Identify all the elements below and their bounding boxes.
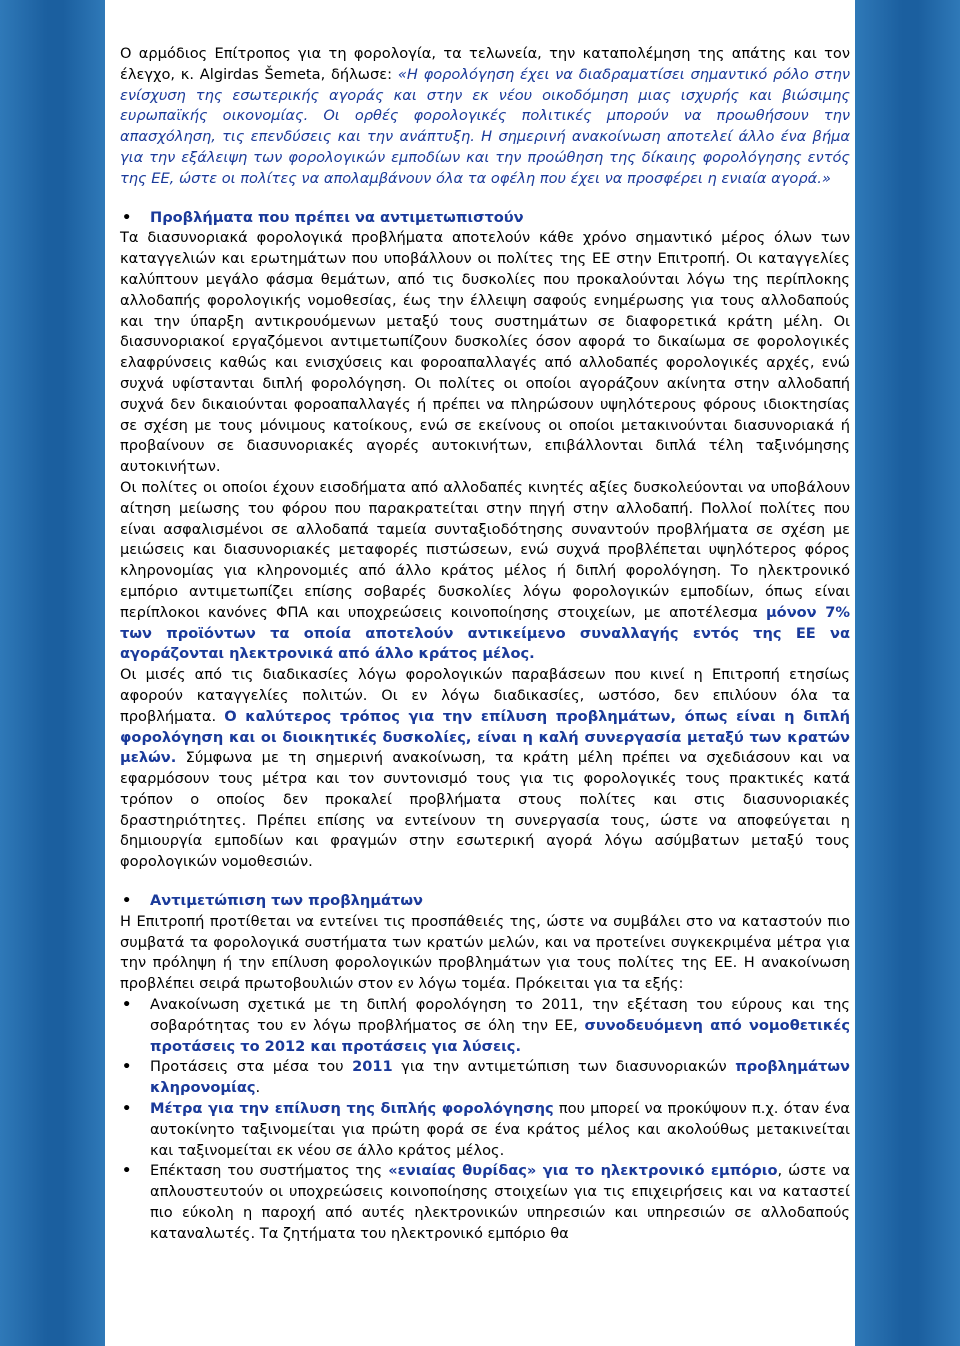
problems-paragraph-3 <box>120 665 850 873</box>
right-decorative-band <box>855 0 960 1346</box>
list-item <box>120 1099 850 1161</box>
list-item-text: , ώστε να απλουστευτούν οι υποχρεώσεις κοινοποίησης στοιχείων για τις επιχειρήσεις και να καταστεί πιο εύκολη η παροχή από αυτές ηλεκτρονικών υπηρεσιών και υπηρεσιών σε αλλοδαπούς καταναλωτές. Τα ζητήματα του ηλεκτρονικό εμπόριο θα <box>150 1162 850 1242</box>
solutions-paragraph: Η Επιτροπή προτίθεται να εντείνει τις προσπάθειές της, ώστε να συμβάλει στο να καταστούν πιο συμβατά τα φορολογικά συστήματα των κρατών μελών, και να προτείνει συγκεκριμένα μέτρα για την πρόληψη ή την επίλυση φορολογικών προβλημάτων για τους πολίτες της ΕΕ. Η ανακοίνωση προβλέπει σειρά πρωτοβουλιών στον εν λόγω τομέα. Πρόκειται για τα εξής: <box>120 912 850 993</box>
bullet-icon: • <box>122 996 132 1014</box>
bullet-icon: • <box>122 1058 132 1076</box>
left-decorative-band <box>0 0 105 1346</box>
list-item-text: που μπορεί να προκύψουν π.χ. όταν ένα αυτοκίνητο ταξινομείται για πρώτη φορά σε ένα κράτος μέλος και ακολούθως μετακινείται και ταξινομείται εκ νέου σε άλλο κράτος μέλος. <box>150 1100 851 1159</box>
section-heading-problems <box>120 208 850 229</box>
bullet-icon: • <box>122 208 132 226</box>
section-heading-solutions <box>120 891 850 912</box>
initiatives-list <box>120 995 850 1245</box>
document-page <box>105 0 855 1346</box>
problems-text: Οι μισές από τις διαδικασίες λόγω φορολογικών παραβάσεων που κινεί η Επιτροπή ετησίως αφορούν καταγγελίες πολιτών. Οι εν λόγω διαδικασίες, ωστόσο, δεν επιλύουν όλα τα προβλήματα. <box>120 666 850 725</box>
list-item-text: . <box>255 1079 261 1097</box>
list-item-highlight: προβλημάτων κληρονομίας <box>150 1058 850 1097</box>
list-item-text: Επέκταση του συστήματος της <box>150 1162 389 1180</box>
problems-paragraph-2 <box>120 478 850 665</box>
bullet-icon: • <box>122 1100 132 1118</box>
list-item-text: Προτάσεις στα μέσα του <box>150 1058 353 1076</box>
list-item-text: για την αντιμετώπιση των διασυνοριακών <box>392 1058 736 1076</box>
bullet-icon: • <box>122 1162 132 1180</box>
commissioner-quote: «Η φορολόγηση έχει να διαδραματίσει σημαντικό ρόλο στην ενίσχυση της εσωτερικής αγοράς και στην εκ νέου οικοδόμηση μιας ισχυρής και βιώσιμης ευρωπαϊκής οικονομίας. Οι ορθές φορολογικές πολιτικές μπορούν να προωθήσουν την απασχόληση, τις επενδύσεις και την ανάπτυξη. Η σημερινή ανακοίνωση αποτελεί άλλο ένα βήμα για την εξάλειψη των φορολογικών εμποδίων και την προώθηση της δίκαιης φορολόγησης εντός της ΕΕ, ώστε οι πολίτες να απολαμβάνουν όλα τα οφέλη που έχει να προσφέρει η ενιαία αγορά.» <box>120 65 850 187</box>
problems-text: Σύμφωνα με τη σημερινή ανακοίνωση, τα κράτη μέλη πρέπει να σχεδιάσουν και να εφαρμόσουν τους μέτρα και τον συντονισμό τους για τις φορολογικές τους πρακτικές κατά τρόπον ο οποίος δεν προκαλεί προβλήματα στους πολίτες και στις διασυνοριακές δραστηριότητες. Πρέπει επίσης να εντείνουν τη συνεργασία τους, ώστε να αποφεύγεται η δημιουργία εμποδίων και φραγμών στην εσωτερική αγορά λόγω ασύμβατων μεταξύ τους φορολογικών νομοθεσιών. <box>120 749 850 871</box>
bullet-icon: • <box>122 892 132 910</box>
list-item-text: Ανακοίνωση σχετικά με τη διπλή φορολόγηση το 2011, την εξέταση του εύρους και της σοβαρότητας του εν λόγω προβλήματος σε όλη την ΕΕ, <box>150 996 850 1034</box>
list-item-highlight: συνοδευόμενη από νομοθετικές προτάσεις το 2012 και προτάσεις για λύσεις. <box>150 1016 850 1055</box>
problems-text: Οι πολίτες οι οποίοι έχουν εισοδήματα από αλλοδαπές κινητές αξίες δυσκολεύονται να υποβάλουν αίτηση μείωσης του φόρου που παρακρατείται στην πηγή στην αλλοδαπή. Πολλοί πολίτες που είναι ασφαλισμένοι σε αλλοδαπά ταμεία συνταξιοδότησης συναντούν προβλήματα σε σχέση με μειώσεις και διασυνοριακές μεταφορές πιστώσεων, ενώ συχνά προβλέπεται υψηλότερος φόρος κληρονομίας για κληρονομιές από άλλο κράτος μέλος ή διπλή φορολόγηση. Το ηλεκτρονικό εμπόριο αντιμετωπίζει επίσης σοβαρές δυσκολίες λόγω φορολογικών εμποδίων, όπως είναι περίπλοκοι κανόνες ΦΠΑ και υποχρεώσεις κοινοποίησης στοιχείων, με αποτέλεσμα <box>120 478 850 621</box>
list-item-highlight: Μέτρα για την επίλυση της διπλής φορολόγησης <box>150 1100 554 1118</box>
ecommerce-highlight: μόνον 7% των προϊόντων τα οποία αποτελούν αντικείμενο συναλλαγής εντός της ΕΕ να αγοράζονται ηλεκτρονικά από άλλο κράτος μέλος. <box>120 603 851 663</box>
list-item <box>120 1161 850 1244</box>
intro-statement: Ο αρμόδιος Επίτροπος για τη φορολογία, τα τελωνεία, την καταπολέμηση της απάτης και τον έλεγχο, κ. Algirdas Šemeta, δήλωσε: <box>120 45 850 83</box>
list-item-highlight: «ενιαίας θυρίδας» για το ηλεκτρονικό εμπόριο <box>388 1162 778 1180</box>
cooperation-highlight: Ο καλύτερος τρόπος για την επίλυση προβλημάτων, όπως είναι η διπλή φορολόγηση και οι διοικητικές δυσκολίες, είναι η καλή συνεργασία μεταξύ των κρατών μελών. <box>120 707 850 767</box>
list-item <box>120 995 850 1057</box>
section-heading-text: Αντιμετώπιση των προβλημάτων <box>150 892 423 910</box>
list-item-year: 2011 <box>352 1058 393 1076</box>
document-content <box>120 44 850 1245</box>
section-heading-text: Προβλήματα που πρέπει να αντιμετωπιστούν <box>150 208 524 226</box>
problems-paragraph-1: Τα διασυνοριακά φορολογικά προβλήματα αποτελούν κάθε χρόνο σημαντικό μέρος όλων των καταγγελιών και ερωτημάτων που υποβάλλουν οι πολίτες της ΕΕ στην Επιτροπή. Οι καταγγελίες καλύπτουν μεγάλο φάσμα θεμάτων, από τις δυσκολίες που προκαλούνται λόγω της περίπλοκης αλλοδαπής φορολογικής νομοθεσίας, έως την έλλειψη σαφούς ενημέρωσης για τους αλλοδαπούς και την ύπαρξη αντικρουόμενων μεταξύ τους συστημάτων σε διαφορετικά κράτη μέλη. Οι διασυνοριακοί εργαζόμενοι αντιμετωπίζουν δυσκολίες όσον αφορά το δικαίωμα σε φορολογικές ελαφρύνσεις καθώς και ενισχύσεις και φοροαπαλλαγές από αλλοδαπές φορολογικές αρχές, ενώ συχνά υφίστανται διπλή φορολόγηση. Οι πολίτες οι οποίοι αγοράζουν ακίνητα στην αλλοδαπή συχνά δεν δικαιούνται φοροαπαλλαγές ή πρέπει να πληρώσουν υψηλότερους φόρους ιδιοκτησίας σε σχέση με τους μόνιμους κατοίκους, ενώ σε εκείνους οι οποίοι μετακινούνται διασυνοριακά ή προβαίνουν σε διασυνοριακές αγορές αυτοκινήτων, επιβάλλονται διπλά τέλη ταξινόμησης αυτοκινήτων. <box>120 229 850 476</box>
list-item <box>120 1057 850 1099</box>
intro-paragraph <box>120 44 850 190</box>
